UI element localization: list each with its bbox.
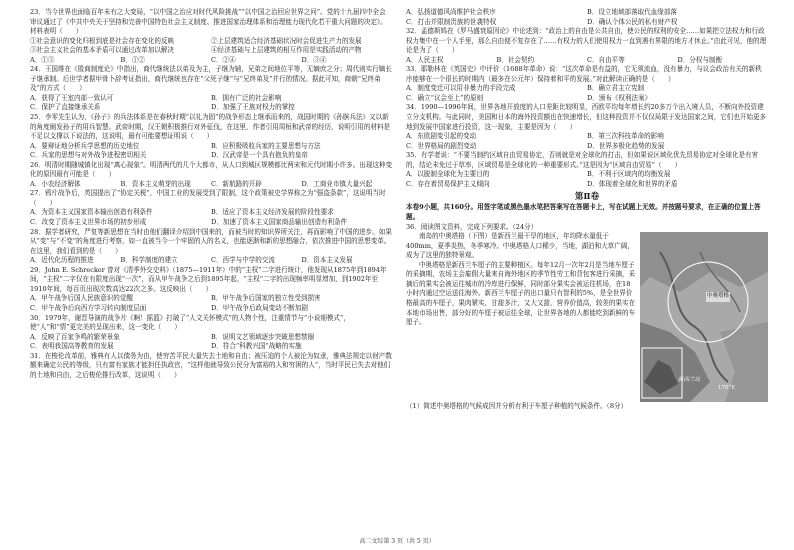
q23-opt-a: A．①③ — [30, 55, 55, 64]
q30-opt-a: A．反映了百家争鸣的繁荣景象 — [30, 332, 120, 341]
q24-opt-a: A．获得了王室内部一致认可 — [30, 93, 114, 102]
q24-opt-d: D．加强了王族对权力的掌控 — [211, 103, 295, 112]
map-label-longitude: 170°E — [718, 385, 736, 392]
q32-opt-c: C．自由平等 — [587, 55, 625, 64]
q28-opt-d: D．资本主义发展 — [301, 256, 353, 265]
q25-opt-c: C．兵家的思想与对外战争进程密切相关 — [30, 151, 147, 160]
q24-opt-b: B．拥有广泛的社会影响 — [211, 93, 282, 102]
q31-opt-d: D．确认个体公民的私有财产权 — [587, 17, 678, 26]
q35-opt-a: A．以脱制全球化为主要目的 — [406, 170, 490, 179]
q33-opt-c: C．确立“议会至上”的原则 — [406, 93, 484, 102]
left-column — [30, 8, 392, 380]
q32-stem: 32．孟德斯鸠在《罗马盛衰原因论》中论述到：“政治上的自由是公共自由，使公民的权利的安全……如果把立法权力和行政权力集中在一个人手里，那么自由便不复存在了……有权力的人们使用权力一直到遇有界限的地方才休止。”由此可见，他的理论是为了（ ） — [406, 27, 767, 55]
question-30 — [30, 314, 392, 352]
question-26 — [30, 161, 392, 190]
q32-opt-d: D．分权与制衡 — [677, 55, 723, 64]
question-27 — [30, 189, 392, 227]
q29-opt-d: D．甲午战争后政局变动不断加剧 — [211, 303, 308, 312]
q25-opt-b: B．应积极吸收兵家的主要思想与方法 — [211, 141, 321, 150]
q33-opt-d: D．颁布《权利法案》 — [587, 93, 652, 102]
q34-stem: 34．1990—1996年间，世界各地开放度的人口差距比较明显，西欧平均每年增长约20多万个出入境人员，不断向外投资建立分支机构。与此同时，美国和日本的海外投资额也在快速增长，但这种投资并不仅仅局限于发达国家之间，它们也开始更多地到发展中国家进行投资，这一现象，主要是因为（ ） — [406, 103, 767, 131]
q27-opt-d: D．加速了资本主义国家商品输出创造有利条件 — [211, 218, 348, 227]
q23-opt-c: C．②④ — [211, 55, 236, 64]
map-label-central-otago: 中奥塔格 — [706, 292, 730, 302]
section-2-title: 第Ⅱ卷 — [574, 192, 600, 203]
q23-stem: 23．当今世界也面临百年未有之大变局，“以中国之治应对时代风险挑战”“以中国之治回应世界之问”。党的十九届四中全会审议通过了《中共中央关于坚持和完善中国特色社会主义制度、推进国家治理体系和治理能力现代化若干重大问题的决定》。材料表明（ ） — [30, 8, 387, 36]
section-2-instructions: 本卷9小题，共160分。用签字笔或黑色墨水笔把答案写在答题卡上，写在试题上无效。并按题号要求，在正确的位置上答题。 — [406, 203, 761, 221]
question-24 — [30, 65, 392, 113]
q36-paragraph-1: 南岛的中奥塔格（下图）是新西兰最干旱的地区，年均降水量低于400mm，夏季炎热，冬季寒冷。中奥塔格人口稀少，当地，湖泊和大草广阔，成为了这里的独特景观。 — [406, 232, 634, 260]
q27-opt-b: B．适应了资本主义经济发展的阶段性要求 — [211, 208, 334, 217]
question-32 — [406, 27, 768, 65]
q27-opt-c: C．改变了资本主义世界市场的初步形成 — [30, 218, 147, 227]
q29-opt-a: A．甲午战争后国人民族意识的觉醒 — [30, 294, 133, 303]
q32-opt-b: B．社会契约 — [496, 55, 535, 64]
q23-opt-b: B．①② — [120, 55, 145, 64]
question-31-options — [406, 8, 768, 27]
q29-opt-c: C．甲午战争后向西方学习转向制度层面 — [30, 303, 147, 312]
right-column — [406, 8, 768, 412]
q26-opt-a: A．小农经济解体 — [30, 179, 81, 188]
map-label-inset: 新西兰岛 — [678, 377, 701, 384]
q23-item-1: ①社会意识的变化归根到底是社会存在变化的反映 — [30, 36, 175, 45]
q26-opt-d: D．工商业市镇大量兴起 — [301, 179, 373, 188]
central-otago-map — [640, 232, 768, 402]
q25-opt-a: A．要辩证地分析兵学思想的历史地位 — [30, 141, 140, 150]
q27-opt-a: A．为资本主义国家资本输出创造有利条件 — [30, 208, 153, 217]
question-36 — [406, 223, 768, 412]
q34-opt-a: A．东欧剧变引起的变动 — [406, 132, 477, 141]
q23-item-4: ④经济基础与上层建筑的相互作用是实践活动的产物 — [211, 46, 362, 55]
q33-opt-b: B．确立君主立宪制 — [587, 84, 645, 93]
map-terrain — [640, 232, 768, 402]
q29-stem: 29．John E. Schrecker 曾对《清季外交史料》（1875—1911年）中的“主权”二字进行统计，他发现从1875年到1894年间，“主权”二字仅在有限度出现“一次”，而从甲午战争之后到1895年起，“主权”二字的出现频率明显增加，到1902年至1910年间，每百页出现次数高达22次之多。这反映出（ ） — [30, 265, 387, 293]
q33-opt-a: A．制度变迁可以用非暴力的手段完成 — [406, 84, 516, 93]
question-25 — [30, 113, 392, 161]
q33-stem: 33．耶勒林在《英国史》中评价（1688年革命）说：“这次革命是有益的，它无须流血，没有暴力，与议会政治有关的新秩序能够在一个很长的时期内（最多在公元年）保持着和平的发展。”对此解读正确的是（ ） — [406, 65, 762, 83]
q23-opt-d: D．③④ — [301, 55, 327, 64]
q30-opt-d: D．符合“科教兴国”战略的实施 — [211, 342, 302, 351]
q31-opt-c: C．打击并限制贵族的世袭特权 — [406, 17, 497, 26]
q29-opt-b: B．甲午战争后国家的独立性受到损害 — [211, 294, 321, 303]
q30-opt-b: B．说明文艺领域逐步突破思想禁锢 — [211, 332, 315, 341]
q34-opt-c: C．世界格局的剧烈变动 — [406, 141, 477, 150]
q26-opt-b: B．资本主义萌芽的出现 — [120, 179, 191, 188]
q35-opt-c: C．存在着贸易保护主义倾向 — [406, 179, 490, 188]
q34-opt-b: B．第三次科技革命的影响 — [587, 132, 664, 141]
question-33 — [406, 65, 768, 103]
q28-opt-a: A．近代化历程的推进 — [30, 256, 94, 265]
q26-stem: 26．明清时期随城镇化出现“离心现象”。明清两代的几个大都市，从人口到城区规模都比两宋和元代时期小许多。出现这种变化的原因最有可能是（ ） — [30, 160, 393, 179]
question-34 — [406, 103, 768, 151]
question-31 — [30, 352, 392, 381]
q35-opt-d: D．体现着全球化和世界的矛盾 — [587, 179, 678, 188]
q31-opt-b: B．设立地域部落取代血缘部落 — [587, 8, 677, 16]
q26-opt-c: C．新航路的开辟 — [211, 179, 262, 188]
q35-opt-b: B．不利于区域内的均衡发展 — [587, 170, 671, 179]
q32-opt-a: A．人民主权 — [406, 55, 444, 64]
q36-heading: 36．阅读图文资料，完成下列要求。（24分） — [406, 222, 538, 231]
q36-subquestion-1: （1）简述中奥塔格的气候成因并分析有利于车厘子种植的气候条件。（8分） — [406, 402, 628, 411]
question-28 — [30, 228, 392, 266]
q28-opt-b: B．科学制度的建立 — [120, 256, 178, 265]
question-23 — [30, 8, 392, 65]
q25-opt-d: D．汉武帝是一个具有抱负的皇帝 — [211, 151, 308, 160]
q30-stem: 30．1979年，谢晋导演的战争片《啊！摇篮》打破了“人文关怀模式”的人物个性，注重情节与“小说细模式”，使“人”和“情”更完美的呈现出来，这一变化（ ） — [30, 313, 350, 332]
q31-stem: 31．在梭伦改革前，雅典有人以债务为由，使穷苦平民大量失去土地和自由；被压迫的个人被沦为奴隶，雅典法规定以财产数额来确定公民的等级，只有富有家族才能担任执政官，“这样他就导致公民分为富裕的人和穷困的人”，当时平民已失去对他们的土地和自由，之后梭伦推行改革，这说明（ ） — [30, 351, 392, 379]
q27-stem: 27．鸦片战争后，英国提出了“协定关税”，中国工业的发展受到了限制，这个政策被史学界称之为“强盗条款”，这说明当时（ ） — [30, 189, 386, 207]
question-35 — [406, 151, 768, 189]
q30-opt-c: C．表明我国高等教育的发展 — [30, 342, 114, 351]
q24-opt-c: C．保护了直接继承关系 — [30, 103, 101, 112]
q23-item-3: ③社会主义社会的基本矛盾可以通过改革加以解决 — [30, 46, 175, 55]
q28-stem: 28．据学者研究，严复等新思想在当时由他们翻译介绍到中国来的，而被当时的知识界所关注，再而影响了中国的进步。如果从“变”与“不变”的角度进行考察，如一直被当今一个牢固的人的名义，也能逐渐和新的思想融合，依次推进中国的思想变革。在这里，我们看到的是（ ） — [30, 227, 392, 255]
question-29 — [30, 266, 392, 314]
q36-paragraph-2: 中奥塔格是新西兰车厘子的主要种植区。每年12月一次年2月是当地车厘子的采摘期，农场主会雇佣大量来自海外地区的季节性劳工和背包客进行采摘，采摘后的果实会被运往城市的冷库进行保鲜，同时部分果实会被运往机场，在18小时内通过空运送往海外。新西兰车厘子的出口量只有智利的5%，是全世界价格最高的车厘子，果肉紧实，甘甜多汁，又大又甜，营养价值高，较差的果实在本地市场出售，部分好的车厘子被运往全球，让世界各地的人都能吃到新鲜的车厘子。 — [406, 260, 636, 327]
q35-stem: 35．有学者说：“不要当制约区域自由贸易协定，否则就是对全球化的打击，但如果说区域化优先贸易协定对全球化是有害的，结论未免过于草率，区域贸易是全球化的一种重要形式。”这是因为“区域自由贸易”（ ） — [406, 151, 759, 169]
q31-opt-a: A．弘扬道德风尚维护社会秩序 — [406, 8, 496, 16]
q25-stem: 25．李零先生认为，《孙子》的兵法体系是在春秋时期“以礼为固”的战争形态上继承而来的，战国时期的《孙膑兵法》又以新的角度阐发孙子的用兵智慧。武帝时期，汉王朝积极推行对外征伐，在这里，作者引用周桓和武帝的经历，说明引用的材料是不足以支撑以下说法的，这说明，最有可能要想证明说（ ） — [30, 113, 391, 141]
q34-opt-d: D．世界多极化趋势的发展 — [587, 141, 665, 150]
q28-opt-c: C．西学与中学的交流 — [211, 256, 275, 265]
q23-item-2: ②上层建筑适合经济基础状况时会促进生产力的发展 — [211, 36, 362, 45]
q24-stem: 24．王国维在《殷商制度论》中指出，商代继统法以弟及为主，子继为辅，兄弟之间地位平等，无嫡庶之分；周代则实行嫡长子继承制。后世学者据甲骨卜辞考证指出，商代继统也存在“父死子继”与“兄终弟及”并行的情况。据此可知，商朝“兄终弟及”的方式（ ） — [30, 65, 392, 93]
page-footer: 高二文综第 3 页（共 5 页） — [359, 538, 435, 545]
